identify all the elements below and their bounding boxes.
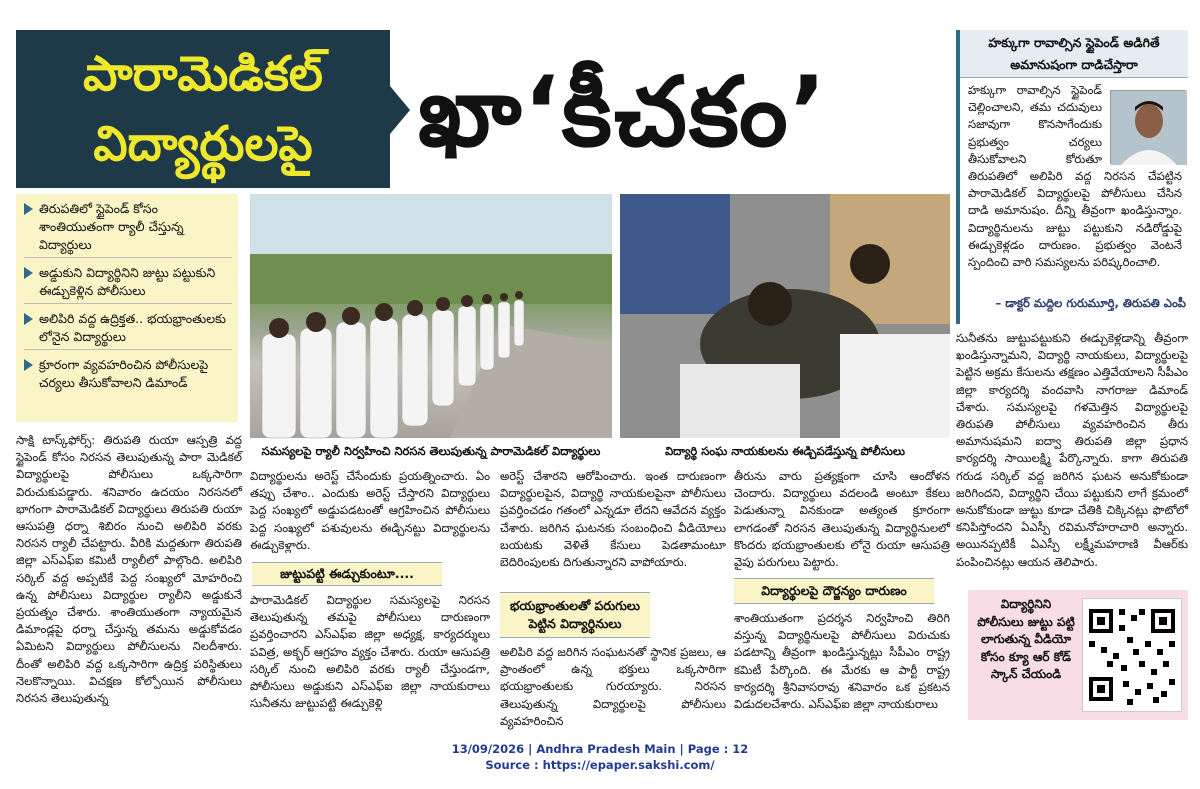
highlight-text: అలిపిరి వద్ద ఉద్రిక్తత.. భయభ్రాంతులకు లోనైన విద్యార్థులు xyxy=(39,311,226,344)
article-paragraph: తీరును వారు ప్రత్యక్షంగా చూసి ఆందోళన చెందారు. విద్యార్థులు వదలండి అంటూ కేకలు పెడుతున్నా వినకుండా అత్యంత క్రూరంగా లాగడంతో నిరసన తెలుపుతున్న విద్యార్థినులలో కొందరు భయభ్రాంతులకు లోనై రుయా ఆసుపత్రి వైపు పరుగులు పెట్టారు. xyxy=(734,469,950,570)
highlight-item xyxy=(24,310,232,350)
rally-photo-illustration xyxy=(250,194,612,438)
source-link[interactable]: Source : https://epaper.sakshi.com/ xyxy=(485,758,715,772)
sidebar-quote: హక్కుగా రావాల్సిన స్టైపెండ్ చెల్లించాలని, తమ చదువులు సజావుగా కొనసాగేందుకు ప్రభుత్వం చర్యలు తీసుకోవాలని కోరుతూ తిరుపతిలో అలిపిరి వద్ద నిరసన చేపట్టిన పారామెడికల్ విద్యార్థులపై పోలీసులు చేసిన దాడి అమానుషం. దీన్ని తీవ్రంగా ఖండిస్తున్నాం. విద్యార్థినులను జుట్టు పట్టుకుని నడిరోడ్డుపై ఈడ్చుకెళ్లడం దారుణం. ప్రభుత్వం వెంటనే స్పందించి వారి సమస్యలను పరిష్కరించాలి. xyxy=(968,83,1182,270)
highlight-item xyxy=(24,356,232,395)
article-paragraph: సాక్షి టాస్క్‌ఫోర్స్: తిరుపతి రుయా ఆస్పత్రి వద్ద స్టైపెండ్ కోసం నిరసన తెలుపుతున్న పారా మెడికల్ విద్యార్థులపై పోలీసులు ఒక్కసారిగా విరుచుకుపడ్డారు. శనివారం ఉదయం నిరసనలో భాగంగా పారామెడికల్ విద్యార్థులు తిరుపతి రుయా ఆసుపత్రి ధర్నా శిబిరం నుంచి అలిపిరి వరకు నిరసన ర్యాలీ చేపట్టారు. వీరికి మద్దతుగా తిరుపతి జిల్లా ఎస్‌ఎఫ్‌ఐ కమిటీ ర్యాలీలో పాల్గొంది. అలిపిరి సర్కిల్ వద్ద అప్పటికే పెద్ద సంఖ్యలో మోహరించి ఉన్న పోలీసులు విద్యార్థుల ర్యాలీని అడ్డుకునే ప్రయత్నం చేశారు. శాంతియుతంగా న్యాయమైన డిమాండ్లపై ధర్నా చేస్తున్న తమను అడ్డుకోవడం ఏమిటని విద్యార్థులు పోలీసులను నిలదీశారు. దీంతో అలిపిరి వద్ద ఒక్కసారిగా ఉద్రిక్త పరిస్థితులు నెలకొన్నాయి. విచక్షణ కోల్పోయిన పోలీసులు నిరసన తెలుపుతున్న xyxy=(16,433,242,706)
bullet-arrow-icon xyxy=(24,267,33,279)
rally-photo xyxy=(250,194,612,438)
kicker-line-1: పారామెడికల్ xyxy=(83,46,323,102)
highlight-text: తిరుపతిలో స్టైపెండ్ కోసం శాంతియుతంగా ర్యాలీ చేస్తున్న విద్యార్థులు xyxy=(39,201,184,252)
bullet-arrow-icon xyxy=(24,203,33,215)
highlight-item xyxy=(24,200,232,258)
photo-caption-rally: సమస్యలపై ర్యాలీ నిర్వహించి నిరసన తెలుపుతున్న పారామెడికల్ విద్యార్థులు xyxy=(261,444,601,458)
article-paragraph: సునీతను జుట్టుపట్టుకుని ఈడ్చుకెళ్లడాన్ని తీవ్రంగా ఖండిస్తున్నామని, విద్యార్థి నాయకులు, విద్యార్థులపై పెట్టిన అక్రమ కేసులను తక్షణం ఎత్తివేయాలని సీపీఎం జిల్లా కార్యదర్శి వందవాసి నాగరాజు డిమాండ్ చేశారు. సమస్యలపై గళమెత్తిన విద్యార్థులపై తిరుపతి పోలీసులు వ్యవహరించిన తీరు అమానుషమని ఐద్వా తిరుపతి జిల్లా ప్రధాన కార్యదర్శి సాయిలక్ష్మి పేర్కొన్నారు. కాగా తిరుపతి గరుడ సర్కిల్ వద్ద జరిగిన ఘటన అనుకోకుండా జరిగిందని, విద్యార్థిని చేయి పట్టుకుని లాగే క్రమంలో అనుకోకుండా జుట్టు కూడా చేతికి చిక్కినట్లు ఫొటోలో కనిపిస్తోందని ఏఎస్పీ రవిమనోహరాచారి అన్నారు. అయినప్పటికీ ఏఎస్పీ లక్ష్మీమహరాణి వీఆర్‌కు పంపించినట్లు ఆయన తెలిపారు. xyxy=(956,331,1188,569)
photo-caption-scuffle: విద్యార్థి సంఘ నాయకులను ఈడ్చిపడేస్తున్న పోలీసులు xyxy=(665,444,905,458)
article-paragraph: అలిపిరి వద్ద జరిగిన సంఘటనతో స్థానిక ప్రజలు, ఆ ప్రాంతంలో ఉన్న భక్తులు ఒక్కసారిగా భయభ్రాంతులకు గురయ్యారు. నిరసన తెలుపుతున్న విద్యార్థులపై పోలీసులు వ్యవహరించిన xyxy=(500,645,726,728)
scuffle-photo-illustration xyxy=(620,194,950,438)
sidebar-signature: – డాక్టర్ మద్దిల గురుమూర్తి, తిరుపతి ఎంపీ xyxy=(995,296,1186,310)
qr-instruction: విద్యార్థినిని పోలీసులు జుట్టు పట్టి లాగుతున్న వీడియో కోసం క్యూ ఆర్ కోడ్ స్కాన్ చేయండి xyxy=(977,597,1075,681)
highlight-text: క్రూరంగా వ్యవహరించిన పోలీసులపై చర్యలు తీసుకోవాలని డిమాండ్ xyxy=(39,357,209,390)
article-column-2b xyxy=(250,592,490,720)
qr-code-icon[interactable] xyxy=(1082,598,1182,712)
article-column-1 xyxy=(16,432,242,717)
article-column-3 xyxy=(500,468,726,588)
article-paragraph: పారామెడికల్ విద్యార్థుల సమస్యలపై నిరసన తెలుపుతున్న తమపై పోలీసులు దారుణంగా ప్రవర్తించారని ఎస్‌ఎఫ్‌ఐ జిల్లా అధ్యక్ష, కార్యదర్శులు పవిత్ర, అక్బర్ ఆగ్రహం వ్యక్తం చేశారు. రుయా ఆసుపత్రి సర్కిల్ నుంచి అలిపిరి వరకు ర్యాలీ చేస్తుండగా, పోలీసులు అడ్డుకుని ఎస్‌ఎఫ్‌ఐ జిల్లా నాయకురాలు సునీతను జుట్టుపట్టి ఈడ్చుకెళ్లి xyxy=(250,593,490,711)
article-paragraph: విద్యార్థులను అరెస్ట్ చేసేందుకు ప్రయత్నించారు. ఏం తప్పు చేశాం.. ఎందుకు అరెస్ట్ చేస్తారని విద్యార్థులు పెద్ద సంఖ్యలో అడ్డుపడటంతో ఆగ్రహించిన పోలీసులు పెద్ద సంఖ్యలో పశువులను ఈడ్చినట్టు విద్యార్థులను ఈడ్చుకెళ్లారు. xyxy=(250,469,490,552)
article-column-5 xyxy=(956,330,1188,574)
edition-info: 13/09/2026 | Andhra Pradesh Main | Page : 12 xyxy=(451,742,749,756)
article-column-3b xyxy=(500,644,726,728)
highlight-text: అడ్డుకుని విద్యార్థినిని జుట్టు పట్టుకుని ఈడ్చుకెళ్లిన పోలీసులు xyxy=(39,265,216,298)
headline: ఖా‘కీచకం’ xyxy=(418,56,829,168)
highlight-item xyxy=(24,264,232,304)
article-column-4 xyxy=(734,468,950,570)
qr-pattern xyxy=(1083,599,1181,711)
highlights-box xyxy=(16,194,238,422)
article-column-4b xyxy=(734,610,950,718)
subheading: విద్యార్థులపై దౌర్జన్యం దారుణం xyxy=(734,578,934,604)
article-paragraph: శాంతియుతంగా ప్రదర్శన నిర్వహించి తిరిగి వస్తున్న విద్యార్థినులపై పోలీసులు విరుచుకు పడటాన్ని తీవ్రంగా ఖండిస్తున్నట్లు సీపీఎం రాష్ట్ర కమిటీ పేర్కొంది. ఈ మేరకు ఆ పార్టీ రాష్ట్ర కార్యదర్శి శ్రీనివాసరావు శనివారం ఒక ప్రకటన విడుదలచేశారు. ఎస్‌ఎఫ్‌ఐ జిల్లా నాయకురాలు xyxy=(734,611,950,712)
kicker-line-2: విద్యార్థులపై xyxy=(93,116,313,172)
kicker-banner xyxy=(16,30,390,188)
bullet-arrow-icon xyxy=(24,313,33,325)
portrait-spacer xyxy=(1102,82,1182,166)
bullet-arrow-icon xyxy=(24,359,33,371)
sidebar-quote-text xyxy=(968,82,1182,322)
kicker-arrow-icon xyxy=(390,86,410,134)
subheading: భయభ్రాంతులతో పరుగులు పెట్టిన విద్యార్థినులు xyxy=(500,592,650,638)
article-paragraph: అరెస్ట్ చేశారని ఆరోపించారు. ఇంత దారుణంగా విద్యార్థులపైన, విద్యార్థి నాయకులపైనా పోలీసులు ప్రవర్తించడం గతంలో ఎన్నడూ లేదని ఆవేదన వ్యక్తం చేశారు. జరిగిన ఘటనకు సంబంధించి వీడియోలు బయటకు వెళితే కేసులు పెడతామంటూ బెదిరింపులకు దిగుతున్నారని వాపోయారు. xyxy=(500,469,726,570)
police-scuffle-photo xyxy=(620,194,950,438)
subheading: జుట్టుపట్టి ఈడ్చుకుంటూ.... xyxy=(252,562,442,586)
sidebar-heading: హక్కుగా రావాల్సిన స్టైపెండ్ అడిగితే అమానుషంగా దాడిచేస్తారా xyxy=(960,30,1188,78)
article-column-2 xyxy=(250,468,490,558)
